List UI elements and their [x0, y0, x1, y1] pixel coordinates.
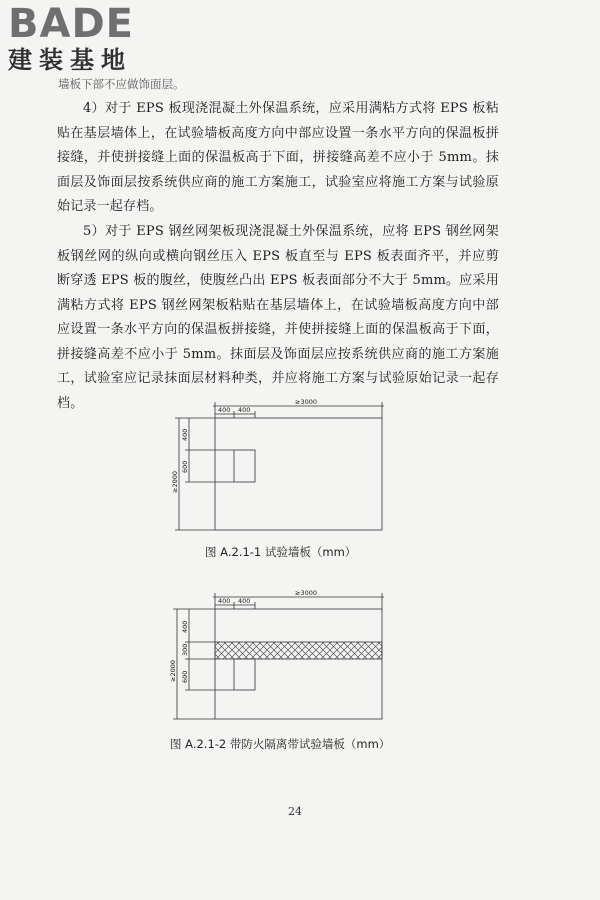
wall-outline [215, 609, 382, 719]
dim-height-total: ≥2000 [171, 471, 179, 493]
logo-wordmark: BADE [8, 1, 134, 47]
dim-height-band: 300 [181, 643, 189, 656]
dim-height-opening: 600 [181, 670, 189, 683]
dim-height-total: ≥2000 [169, 660, 177, 682]
paragraph-4 [57, 97, 499, 220]
top-fragment-text: 墙板下部不应做饰面层。 [58, 77, 185, 91]
paragraph-text: 4）对于 EPS 板现浇混凝土外保温系统，应采用满粘方式将 EPS 板粘贴在基层墙体上，在试验墙板高度方向中部应设置一条水平方向的保温板拼接缝，并使拼接缝上面的保温板高于下面，拼接缝高差不应小于 5mm。抹面层及饰面层按系统供应商的施工方案施工，试验室应将施工方案与试验原始记录一起存档。 [57, 101, 499, 214]
dim-width-total: ≥3000 [295, 589, 317, 597]
page-number: 24 [288, 805, 302, 818]
dim-width-total: ≥3000 [295, 398, 317, 406]
figure-test-wall-panel [155, 393, 395, 538]
site-logo [8, 1, 134, 74]
wall-opening [234, 659, 255, 690]
dim-seg-2: 400 [238, 597, 251, 605]
dim-seg-1: 400 [218, 597, 231, 605]
dim-seg-1: 400 [218, 406, 231, 414]
wall-outline [215, 418, 382, 530]
logo-subtitle: 建装基地 [8, 46, 132, 74]
dim-height-opening: 600 [181, 460, 189, 473]
paragraph-5 [57, 220, 499, 416]
dim-seg-2: 400 [238, 406, 251, 414]
figure-1-caption: 图 A.2.1-1 试验墙板（mm） [205, 545, 357, 559]
wall-opening [234, 450, 255, 482]
fire-barrier-band [215, 642, 382, 659]
figure-test-wall-panel-fire-barrier [155, 587, 395, 727]
figure-2-caption: 图 A.2.1-2 带防火隔离带试验墙板（mm） [170, 737, 391, 751]
dim-height-top: 400 [181, 428, 189, 441]
dim-height-top: 400 [181, 620, 189, 633]
paragraph-text: 5）对于 EPS 钢丝网架板现浇混凝土外保温系统，应将 EPS 钢丝网架板钢丝网的纵向或横向钢丝压入 EPS 板直至与 EPS 板表面齐平，并应剪断穿透 EPS 板的腹丝，使腹丝凸出 EPS 板表面部分不大于 5mm。应采用满粘方式将 EPS 钢丝网架板粘贴在基层墙体上，在试验墙板高度方向中部应设置一条水平方向的保温板拼接缝，并使拼接缝上面的保温板高于下面，拼接缝高差不应小于 5mm。抹面层及饰面层应按系统供应商的施工方案施工，试验室应记录抹面层材料种类，并应将施工方案与试验原始记录一起存档。 [57, 224, 499, 411]
